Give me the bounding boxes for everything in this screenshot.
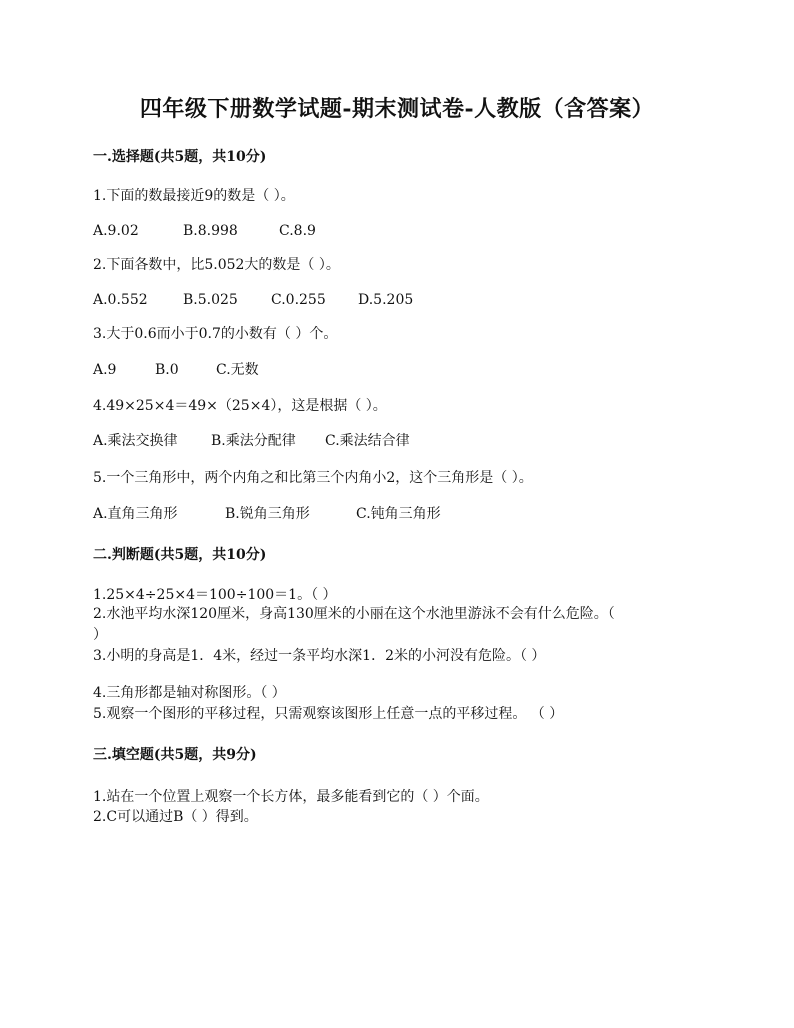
judge-question: 4.三角形都是轴对称图形。（ ） [93, 685, 286, 701]
option: C.0.255 [271, 292, 326, 308]
judge-question-continuation: ） [93, 627, 107, 643]
option: A.0.552 [93, 292, 148, 308]
option: B.0 [155, 362, 179, 378]
fill-question: 2.C可以通过B（ ）得到。 [93, 809, 258, 825]
question-options [93, 290, 413, 310]
section-heading-choice: 一.选择题(共5题，共10分) [93, 149, 267, 165]
option: A.乘法交换律 [93, 433, 178, 449]
judge-question: 2.水池平均水深120厘米，身高130厘米的小丽在这个水池里游泳不会有什么危险。（ [93, 606, 615, 622]
question-options [93, 431, 410, 451]
fill-question: 1.站在一个位置上观察一个长方体，最多能看到它的（ ）个面。 [93, 789, 489, 805]
question-options [93, 221, 316, 241]
question-stem: 3.大于0.6而小于0.7的小数有（ ）个。 [93, 326, 338, 342]
question-options [93, 504, 441, 524]
judge-question: 3.小明的身高是1．4米，经过一条平均水深1．2米的小河没有危险。（ ） [93, 648, 546, 664]
question-options [93, 360, 259, 380]
option: B.锐角三角形 [225, 506, 310, 522]
question-stem: 5.一个三角形中，两个内角之和比第三个内角小2，这个三角形是（ ）。 [93, 470, 533, 486]
option: C.钝角三角形 [356, 506, 441, 522]
option: B.乘法分配律 [211, 433, 296, 449]
option: B.8.998 [183, 223, 238, 239]
judge-question: 5.观察一个图形的平移过程，只需观察该图形上任意一点的平移过程。 （ ） [93, 706, 564, 722]
option: B.5.025 [183, 292, 238, 308]
page-title: 四年级下册数学试题-期末测试卷-人教版（含答案） [139, 96, 655, 122]
section-heading-fill: 三.填空题(共5题，共9分) [93, 747, 257, 763]
question-stem: 2.下面各数中，比5.052大的数是（ ）。 [93, 257, 340, 273]
judge-question: 1.25×4÷25×4＝100÷100＝1。（ ） [93, 587, 337, 603]
option: C.8.9 [279, 223, 316, 239]
option: C.乘法结合律 [325, 433, 410, 449]
question-stem: 1.下面的数最接近9的数是（ ）。 [93, 188, 295, 204]
option: A.9 [93, 362, 117, 378]
question-stem: 4.49×25×4＝49×（25×4），这是根据（ ）。 [93, 398, 387, 414]
option: A.直角三角形 [93, 506, 178, 522]
option: A.9.02 [93, 223, 139, 239]
option: D.5.205 [358, 292, 414, 308]
section-heading-judge: 二.判断题(共5题，共10分) [93, 547, 267, 563]
option: C.无数 [216, 362, 259, 378]
